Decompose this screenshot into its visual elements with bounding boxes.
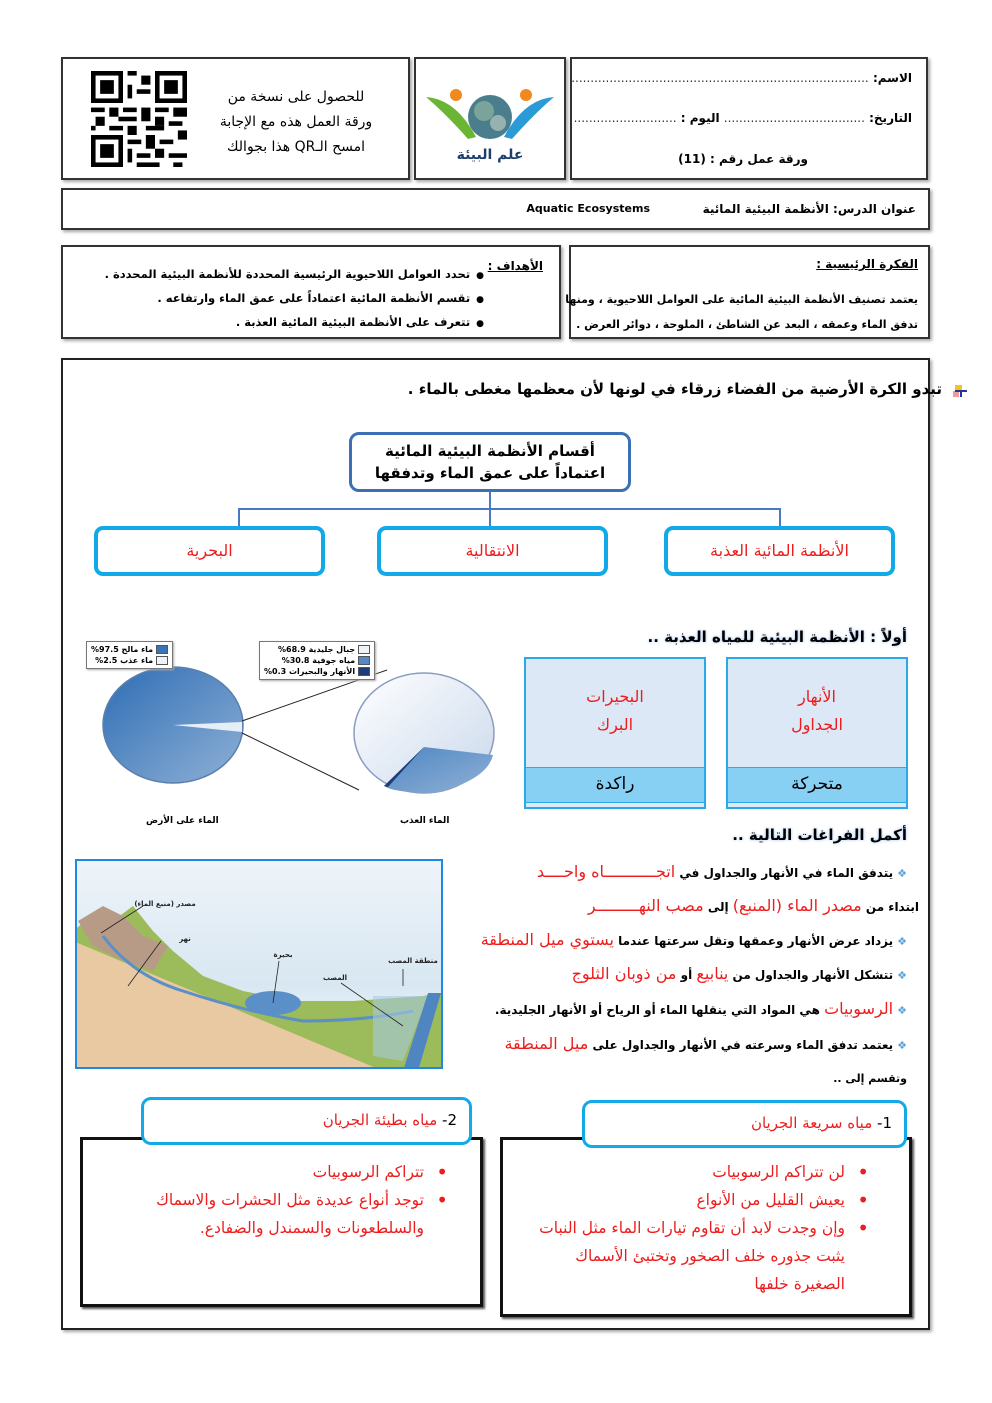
worksheet-label: ورقة عمل رقم : (710, 152, 808, 166)
diamond-bullet-icon: ❖ (897, 935, 907, 948)
freshwater-legend (259, 641, 375, 680)
environment-science-logo (416, 59, 564, 178)
river-landscape-diagram (75, 859, 443, 1069)
day-blank: ........................... (573, 111, 677, 125)
svg-text:علم البيئة: علم البيئة (456, 147, 524, 163)
svg-text:المصب: المصب (322, 974, 348, 982)
flow-number: 2- (442, 1111, 457, 1129)
objectives-box (61, 245, 561, 339)
fw-item: الجداول (791, 715, 843, 734)
diamond-bullet-icon: ❖ (897, 969, 907, 982)
objective-item: ● تقسم الأنظمة المائية اعتماداً على عمق الماء وارتفاعه . (105, 287, 484, 311)
main-idea-box (565, 245, 930, 339)
flow-point: • وإن وجدت لابد أن تقاوم تيارات الماء مثل النبات يثبت جذوره خلف الصخور وتختبئ الأسماك الصغيرة خلفها (529, 1214, 869, 1298)
earth-water-caption: الماء على الأرض (146, 816, 219, 826)
date-label: التاريخ: (869, 111, 912, 125)
qr-box (61, 57, 410, 180)
freshwater-caption: الماء العذب (400, 816, 450, 826)
svg-text:نهر: نهر (179, 935, 191, 943)
concept-map-root (349, 432, 631, 492)
concept-root-line: اعتماداً على عمق الماء وتدفقها (374, 464, 606, 482)
main-idea-text (565, 287, 918, 337)
worksheet-number (678, 152, 808, 166)
answer-text[interactable]: الرسوبيات (824, 999, 894, 1018)
answer-text[interactable]: مصدر الماء (المنبع) (732, 896, 862, 915)
fw-item: البحيرات (586, 687, 644, 706)
flow-point: • لن تتراكم الرسوبيات (529, 1158, 869, 1186)
concept-freshwater: الأنظمة المائية العذبة (664, 526, 895, 576)
flow-point: • توجد أنواع عديدة مثل الحشرات والاسماك والسلطعونات والسمندل والضفادع. (88, 1186, 448, 1242)
concept-root-line: أقسام الأنظمة البيئية المائية (385, 442, 595, 460)
svg-text:مصدر (منبع الماء): مصدر (منبع الماء) (134, 900, 196, 908)
flow-point: • يعيش القليل من الأنواع (529, 1186, 869, 1214)
diamond-bullet-icon: ❖ (897, 1039, 907, 1052)
lesson-title-bar (61, 188, 930, 230)
answer-text[interactable]: اتجـــــــــــاه واحــــد (536, 862, 676, 881)
fast-flow-box (500, 1137, 912, 1317)
connector-line (489, 508, 491, 528)
answer-text[interactable]: مصب النهـــــــــر (587, 896, 704, 915)
connector-line (238, 508, 240, 528)
objectives-heading: الأهداف : (487, 259, 543, 273)
slow-flow-box (80, 1137, 483, 1307)
legend-salt-water: ماء مالح 97.5% (91, 645, 154, 654)
answer-text[interactable]: ميل المنطقة (504, 1034, 589, 1053)
flow-title: مياه بطيئة الجريان (322, 1111, 438, 1129)
legend-fresh-water: ماء عذب 2.5% (95, 656, 154, 665)
concept-marine: البحرية (94, 526, 325, 576)
objective-item: ● تحدد العوامل اللاحيوية الرئيسية المحددة للأنظمة البيئية المحددة . (105, 263, 484, 287)
flow-number: 1- (877, 1114, 892, 1132)
flow-title: مياه سريعة الجريان (750, 1114, 873, 1132)
intro-text: تبدو الكرة الأرضية من الفضاء زرقاء في لونها لأن معظمها مغطى بالماء . (407, 380, 942, 398)
connector-line (238, 508, 781, 510)
qr-instruction-line: للحصول على نسخة من (227, 89, 365, 105)
landscape-illustration (75, 861, 441, 1069)
divides-into-text: وتقسم إلى .. (833, 1072, 907, 1085)
fast-flow-heading (582, 1100, 907, 1148)
slow-flow-points (88, 1158, 448, 1242)
svg-text:منطقة المصب: منطقة المصب (388, 957, 438, 965)
qr-code-icon[interactable] (91, 71, 187, 167)
fill-blanks-title: أكمل الفراغات التالية .. (732, 826, 907, 844)
name-field[interactable] (571, 71, 912, 85)
objective-item: ● تتعرف على الأنظمة البيئية المائية العذبة . (105, 311, 484, 335)
fw-item: البرك (596, 715, 634, 734)
fill-item: ❖الرسوبيات هي المواد التي ينقلها الماء أو الرياح أو الأنهار الجليدية. (494, 999, 907, 1018)
diamond-bullet-icon: ❖ (897, 867, 907, 880)
name-blank: .............................................................................. (571, 71, 869, 85)
lesson-title-arabic: عنوان الدرس: الأنظمة البيئية المائية (702, 202, 916, 216)
freshwater-section-title: أولاً : الأنظمة البيئية للمياه العذبة .. (647, 628, 907, 646)
main-idea-heading: الفكرة الرئيسية : (816, 257, 918, 271)
day-label: اليوم : (680, 111, 720, 125)
flowing-water-panel (726, 657, 908, 809)
fill-item: ❖يتدفق الماء في الأنهار والجداول في اتجـــــــــــاه واحــــد (536, 862, 907, 881)
main-idea-line: تدفق الماء وعمقه ، البعد عن الشاطئ ، الملوحة ، دوائر العرض . (576, 318, 918, 331)
answer-text[interactable]: من ذوبان الثلوج (571, 964, 677, 983)
objectives-list (105, 263, 484, 335)
flow-point: • تتراكم الرسوبيات (88, 1158, 448, 1186)
qr-instruction-line: امسح الـQR هذا بجوالك (226, 139, 366, 155)
date-blank: ..................................... (723, 111, 865, 125)
fill-item: ❖يزداد عرض الأنهار وعمقها وتقل سرعتها عندما يستوي ميل المنطقة (480, 930, 907, 949)
name-label: الاسم: (872, 71, 912, 85)
fw-type-label: راكدة (526, 767, 704, 803)
legend-groundwater: مياه جوفية 30.8% (281, 656, 356, 665)
qr-instruction-line: ورقة العمل هذه مع الإجابة (219, 114, 373, 130)
legend-glaciers: جبال جليدية 68.9% (278, 645, 356, 654)
fill-item: ❖تتشكل الأنهار والجداول من ينابيع أو من ذوبان الثلوج (571, 964, 907, 983)
diamond-bullet-icon: ❖ (897, 1004, 907, 1017)
water-pie-charts (95, 665, 505, 830)
lesson-title-english: Aquatic Ecosystems (526, 202, 650, 215)
earth-water-legend (86, 641, 173, 669)
concept-transitional: الانتقالية (377, 526, 608, 576)
qr-instructions (206, 85, 386, 160)
plus-bullet-icon (955, 385, 967, 397)
slow-flow-heading (141, 1097, 472, 1145)
fast-flow-points (529, 1158, 869, 1298)
fill-item: ابتداء من مصدر الماء (المنبع) إلى مصب النهـــــــــر (587, 896, 919, 915)
answer-text[interactable]: يستوي ميل المنطقة (480, 930, 614, 949)
svg-text:بحيرة: بحيرة (273, 951, 293, 959)
standing-water-panel (524, 657, 706, 809)
legend-rivers-lakes: الأنهار والبحيرات 0.3% (264, 667, 356, 676)
fw-item: الأنهار (798, 687, 836, 706)
student-info-box (570, 57, 928, 180)
intro-statement (342, 380, 942, 398)
answer-text[interactable]: ينابيع (696, 964, 729, 983)
fw-type-label: متحركة (728, 767, 906, 803)
fill-item: ❖يعتمد تدفق الماء وسرعته في الأنهار والجداول على ميل المنطقة (504, 1034, 907, 1053)
connector-line (489, 492, 491, 509)
date-day-field[interactable] (574, 111, 912, 125)
worksheet-number-value: (11) (678, 152, 706, 166)
logo-box (414, 57, 566, 180)
connector-line (779, 508, 781, 528)
main-idea-line: يعتمد تصنيف الأنظمة البيئية المائية على العوامل اللاحيوية ، ومنها (565, 293, 918, 306)
